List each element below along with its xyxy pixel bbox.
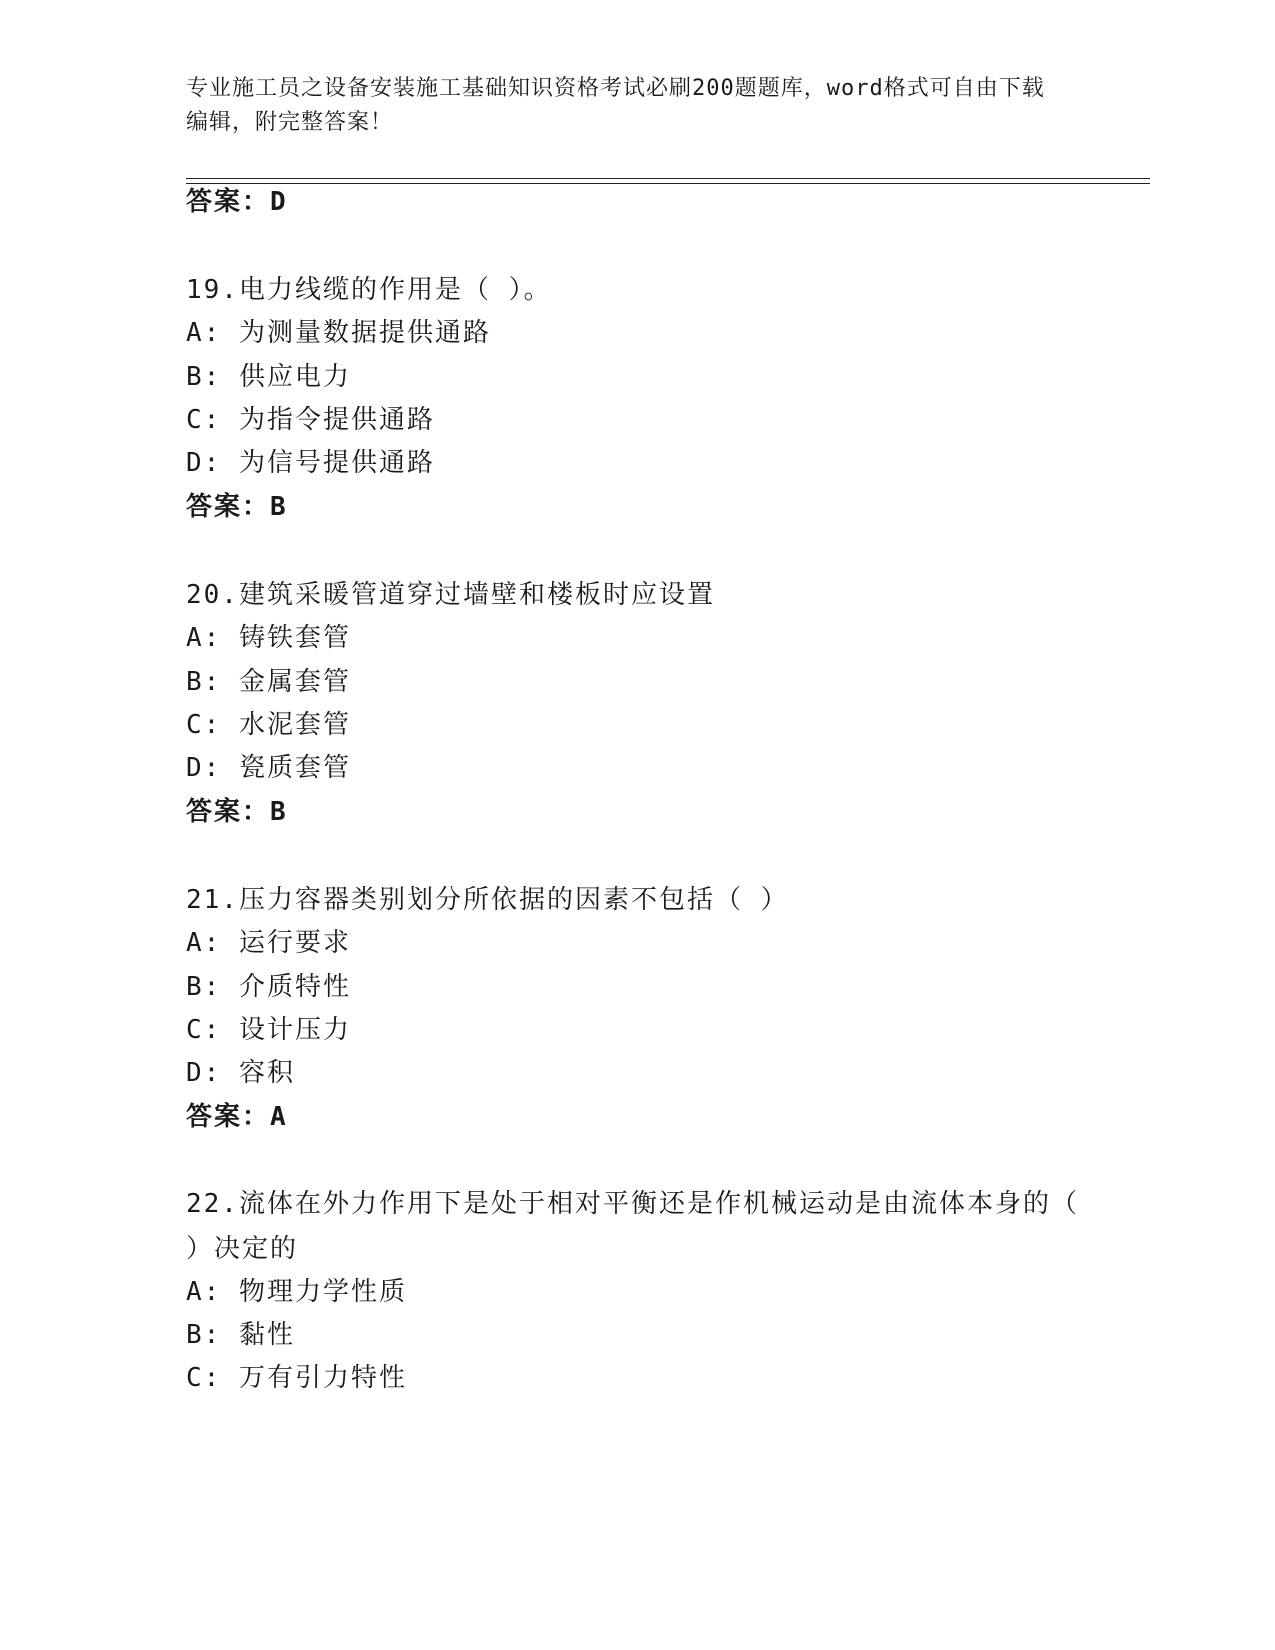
question-20-option-c: C: 水泥套管: [186, 710, 351, 740]
question-19-option-d: D: 为信号提供通路: [186, 448, 435, 478]
question-20-answer: 答案：B: [186, 797, 288, 827]
question-20-option-d: D: 瓷质套管: [186, 753, 351, 783]
question-21-option-c: C: 设计压力: [186, 1015, 351, 1045]
header-divider-bottom: [186, 183, 1150, 184]
question-22-option-b: B: 黏性: [186, 1320, 295, 1350]
question-19-option-c: C: 为指令提供通路: [186, 405, 435, 435]
question-19-answer: 答案：B: [186, 492, 288, 522]
question-20-text: 20.建筑采暖管道穿过墙壁和楼板时应设置: [186, 580, 715, 610]
question-22-text: 22.流体在外力作用下是处于相对平衡还是作机械运动是由流体本身的（ ）决定的: [186, 1189, 1079, 1264]
question-21-option-b: B: 介质特性: [186, 972, 351, 1002]
question-22-option-a: A: 物理力学性质: [186, 1277, 407, 1307]
previous-answer: 答案：D: [186, 187, 288, 217]
question-22-option-c: C: 万有引力特性: [186, 1363, 407, 1393]
header-divider-top: [186, 178, 1150, 179]
question-21-text: 21.压力容器类别划分所依据的因素不包括（ ）: [186, 885, 789, 915]
question-20-option-b: B: 金属套管: [186, 667, 351, 697]
question-19-option-a: A: 为测量数据提供通路: [186, 318, 491, 348]
question-21-option-d: D: 容积: [186, 1058, 295, 1088]
question-21-option-a: A: 运行要求: [186, 928, 351, 958]
question-21-answer: 答案：A: [186, 1102, 288, 1132]
document-header: 专业施工员之设备安装施工基础知识资格考试必刷200题题库，word格式可自由下载编辑，附完整答案！: [186, 76, 1045, 135]
question-19-text: 19.电力线缆的作用是（ ）。: [186, 275, 552, 305]
question-19-option-b: B: 供应电力: [186, 362, 351, 392]
question-20-option-a: A: 铸铁套管: [186, 623, 351, 653]
